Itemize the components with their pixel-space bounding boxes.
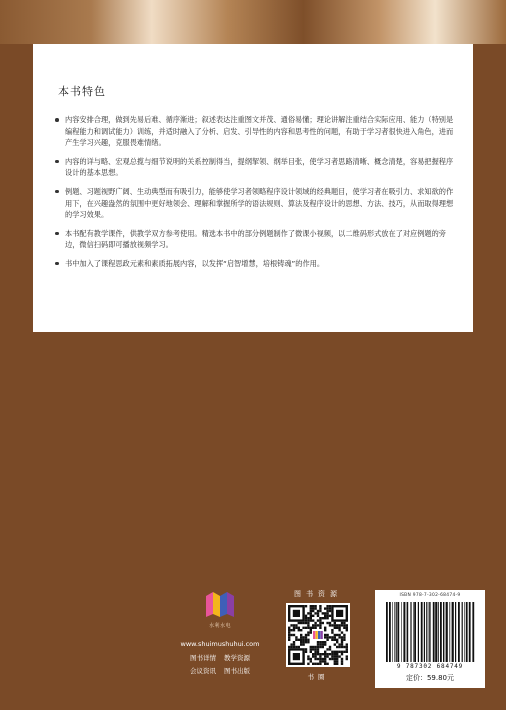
- feature-item: [55, 258, 459, 270]
- feature-item: [55, 186, 459, 221]
- publisher-website: www.shuimushuhui.com: [180, 640, 260, 648]
- feature-item: [55, 114, 459, 149]
- price-label: 定价：59.80元: [405, 674, 455, 682]
- top-decorative-band: [0, 0, 506, 44]
- feature-item: [55, 156, 459, 179]
- publisher-name: 水利水电: [208, 623, 231, 629]
- feature-item: [55, 228, 459, 251]
- bullet-icon: [55, 232, 59, 236]
- isbn-text: ISBN 978-7-302-68474-9: [399, 593, 461, 598]
- feature-text: 例题、习题视野广阔、生动典型而有吸引力，能够使学习者领略程序设计领域的经典题目，使学习者在吸引力、求知欲的作用下，在兴趣盎然的氛围中更好地领会、理解和掌握所学的语法规则、算法及程序设计的思想、方法、技巧，从而取得理想的学习效果。: [65, 186, 454, 220]
- link-conference-news: 会议资讯: [189, 667, 216, 675]
- feature-text: 内容的详与略、宏观总揽与细节说明的关系控制得当，提纲挈领、纲举目张，使学习者思路清晰、概念清楚，容易把握程序设计的基本思想。: [65, 156, 454, 178]
- barcode-icon: [384, 602, 476, 662]
- qr-code: [286, 603, 350, 667]
- bullet-icon: [55, 190, 59, 194]
- qr-caption: 书圈: [307, 673, 329, 681]
- feature-text: 内容安排合理，做到先易后难、循序渐进；叙述表达注重图文并茂、通俗易懂；理论讲解注重结合实际应用、能力（特别是编程能力和调试能力）训练，并适时融入了分析、启发、引导性的内容和思考性的问题，有助于学习者很快进入角色，进而产生学习兴趣，克服畏难情绪。: [65, 115, 454, 148]
- feature-text: 书中加入了课程思政元素和素质拓展内容，以发挥“启智增慧，培根铸魂”的作用。: [65, 258, 325, 268]
- publisher-links-row: [170, 653, 270, 662]
- features-panel: [33, 44, 473, 332]
- qr-code-icon: [286, 603, 350, 667]
- section-title: 本书特色: [58, 85, 106, 98]
- bullet-icon: [55, 118, 59, 122]
- feature-text: 本书配有教学课件，供教学双方参考使用。精选本书中的部分例题制作了微课小视频，以二维码形式放在了对应例题的旁边，微信扫码即可播放视频学习。: [65, 228, 446, 250]
- qr-title: 图书资源: [294, 590, 342, 598]
- barcode-digits: 9 787302 684749: [396, 663, 464, 670]
- bullet-icon: [55, 160, 59, 164]
- publisher-links-row: [170, 666, 270, 675]
- link-book-details: 图书详情: [189, 654, 216, 662]
- publisher-logo-icon: [204, 588, 236, 620]
- link-teaching-resources: 教学资源: [224, 654, 251, 662]
- barcode-panel: [375, 590, 485, 688]
- link-book-publishing: 图书出版: [224, 667, 251, 675]
- feature-list: [55, 114, 459, 277]
- bullet-icon: [55, 262, 59, 266]
